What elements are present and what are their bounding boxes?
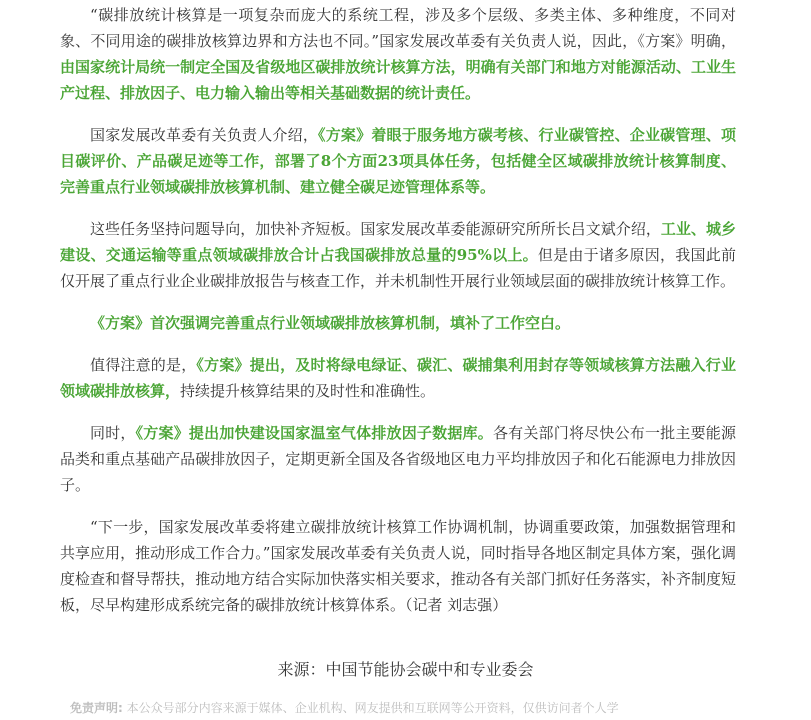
paragraph-7	[60, 514, 736, 618]
paragraph-text: 各有关部门将尽快公布一批主要能源品类和重点基础产品碳排放因子，定期更新全国及各省级地区电力平均排放因子和化石能源电力排放因子。	[60, 424, 736, 494]
paragraph-2	[60, 122, 736, 200]
disclaimer	[70, 698, 770, 718]
disclaimer-text: 本公众号部分内容来源于媒体、企业机构、网友提供和互联网等公开资料，仅供访问者个人学	[126, 701, 619, 715]
highlighted-text: 《方案》首次强调完善重点行业领域碳排放核算机制，填补了工作空白。	[90, 314, 571, 332]
disclaimer-label: 免责声明:	[70, 701, 123, 715]
paragraph-text: 值得注意的是，	[90, 356, 197, 374]
highlighted-text: 《方案》着眼于服务地方碳考核、行业碳管控、企业碳管理、项目碳评价、产品碳足迹等工作，部署了8个方面23项具体任务，包括健全区域碳排放统计核算制度、完善重点行业领域碳排放核算机制、建立健全碳足迹管理体系等。	[60, 126, 736, 196]
paragraph-4	[60, 310, 736, 336]
highlighted-text: 《方案》提出加快建设国家温室气体排放因子数据库。	[135, 424, 493, 442]
article-body	[60, 2, 736, 634]
highlighted-text: 《方案》提出，及时将绿电绿证、碳汇、碳捕集利用封存等领域核算方法融入行业领域碳排放核算，	[60, 356, 736, 400]
paragraph-text: 国家发展改革委有关负责人介绍，	[90, 126, 319, 144]
paragraph-text: 持续提升核算结果的及时性和准确性。	[180, 382, 436, 400]
source-credit: 来源：中国节能协会碳中和专业委会	[277, 660, 534, 679]
highlighted-text: 工业、城乡建设、交通运输等重点领域碳排放合计占我国碳排放总量的95%以上。	[60, 220, 736, 264]
paragraph-text: “碳排放统计核算是一项复杂而庞大的系统工程，涉及多个层级、多类主体、多种维度，不同对象、不同用途的碳排放核算边界和方法也不同。”国家发展改革委有关负责人说，因此，《方案》明确，	[60, 6, 736, 50]
paragraph-text: 同时，	[90, 424, 136, 442]
paragraph-3	[60, 216, 736, 294]
paragraph-text: “下一步，国家发展改革委将建立碳排放统计核算工作协调机制，协调重要政策，加强数据管理和共享应用，推动形成工作合力。”国家发展改革委有关负责人说，同时指导各地区制定具体方案，强化调度检查和督导帮扶，推动地方结合实际加快落实相关要求，推动各有关部门抓好任务落实，补齐制度短板，尽早构建形成系统完备的碳排放统计核算体系。（记者 刘志强）	[60, 518, 736, 614]
paragraph-text: 这些任务坚持问题导向，加快补齐短板。国家发展改革委能源研究所所长吕文斌介绍，	[90, 220, 661, 238]
paragraph-text: 但是由于诸多原因，我国此前仅开展了重点行业企业碳排放报告与核查工作，并未机制性开展行业领域层面的碳排放统计核算工作。	[60, 246, 736, 290]
paragraph-5	[60, 352, 736, 404]
paragraph-1	[60, 2, 736, 106]
paragraph-6	[60, 420, 736, 498]
highlighted-text: 由国家统计局统一制定全国及省级地区碳排放统计核算方法，明确有关部门和地方对能源活动、工业生产过程、排放因子、电力输入输出等相关基础数据的统计责任。	[60, 58, 736, 102]
